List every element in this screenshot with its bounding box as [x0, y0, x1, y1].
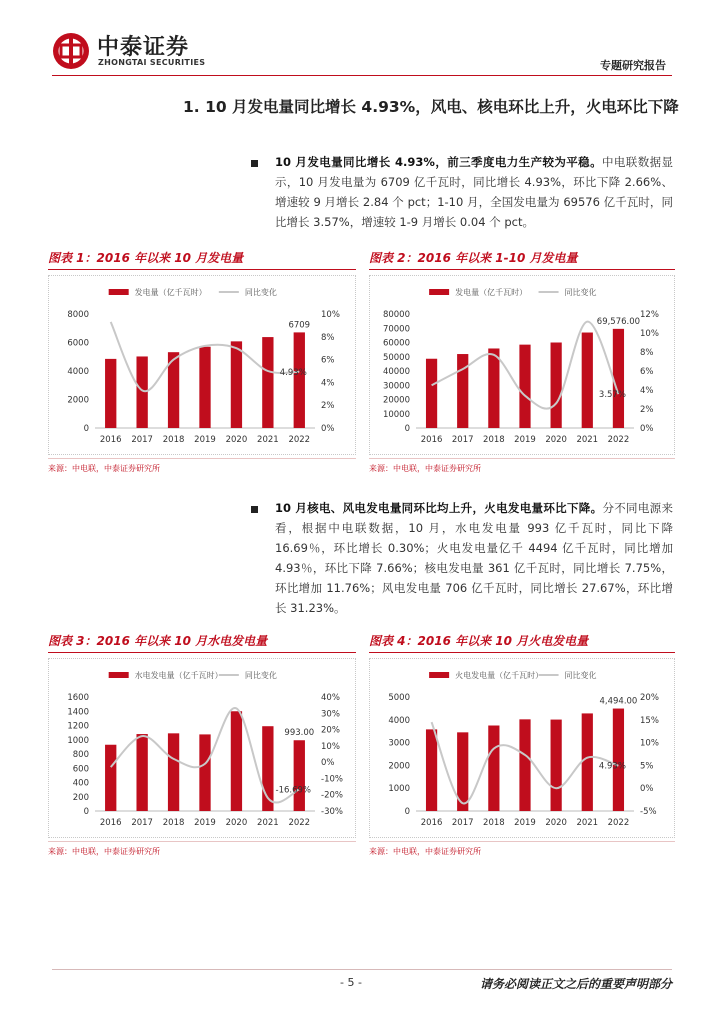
- paragraph-source-breakdown: [275, 498, 673, 618]
- bullet-marker: [251, 506, 258, 513]
- bar: [136, 734, 147, 811]
- legend-line-label: 同比变化: [244, 671, 277, 680]
- bar: [105, 359, 116, 428]
- y-left-tick-label: 800: [72, 750, 89, 760]
- data-label: 3.57%: [598, 390, 626, 401]
- legend-line-label: 同比变化: [244, 288, 277, 297]
- data-label: 993.00: [284, 728, 315, 739]
- x-tick-label: 2017: [451, 818, 474, 828]
- y-left-tick-label: 0: [83, 424, 89, 434]
- y-right-tick-label: 15%: [640, 715, 659, 726]
- figure-3: [48, 630, 356, 857]
- chart-frame: [48, 658, 356, 838]
- y-left-tick-label: 4000: [67, 367, 89, 377]
- chart-svg: [49, 276, 355, 452]
- report-type-label: 专题研究报告: [600, 59, 666, 72]
- chart-svg: [49, 659, 355, 835]
- legend-bar-label: 发电量（亿千瓦时）: [134, 288, 207, 297]
- x-tick-label: 2016: [420, 818, 443, 828]
- y-right-tick-label: 0%: [321, 424, 335, 434]
- bar: [231, 341, 242, 428]
- y-left-tick-label: 0: [404, 424, 410, 434]
- figure-title: 图表 4：2016 年以来 10 月火电发电量: [369, 634, 589, 648]
- legend-bar-swatch: [429, 672, 449, 678]
- x-tick-label: 2022: [288, 435, 311, 445]
- x-tick-label: 2020: [225, 435, 248, 445]
- figure-1: [48, 247, 356, 474]
- y-right-tick-label: 6%: [321, 355, 335, 366]
- y-left-tick-label: 2000: [388, 761, 410, 772]
- figure-title-bar: [369, 247, 675, 270]
- legend-bar-swatch: [109, 672, 129, 678]
- bar: [551, 343, 562, 429]
- bar: [426, 729, 437, 811]
- figure-4: [369, 630, 675, 857]
- x-tick-label: 2017: [131, 818, 153, 828]
- footer-divider: [52, 969, 672, 970]
- y-right-tick-label: 0%: [640, 424, 654, 434]
- y-right-tick-label: 2%: [640, 405, 654, 415]
- y-right-tick-label: 8%: [321, 332, 335, 343]
- chart-legend: [429, 287, 596, 297]
- y-right-tick-label: 10%: [321, 741, 340, 752]
- section-title: 1. 10 月发电量同比增长 4.93%，风电、核电环比上升，火电环比下降: [183, 98, 679, 116]
- chart-svg: [370, 659, 674, 835]
- y-right-tick-label: 4%: [321, 378, 335, 389]
- bullet-marker: [251, 160, 258, 167]
- chart-frame: [48, 275, 356, 455]
- y-left-tick-label: 5000: [388, 693, 410, 703]
- x-tick-label: 2018: [162, 435, 185, 445]
- y-left-tick-label: 200: [72, 792, 89, 803]
- y-right-tick-label: 5%: [640, 761, 654, 772]
- y-right-tick-label: 0%: [321, 758, 335, 769]
- y-left-tick-label: 0: [83, 807, 89, 817]
- data-label: 6709: [288, 320, 311, 331]
- x-tick-label: 2017: [131, 435, 153, 445]
- y-left-tick-label: 1200: [67, 721, 89, 732]
- chart-frame: [369, 658, 675, 838]
- y-left-tick-label: 400: [72, 778, 89, 789]
- legend-bar-swatch: [429, 289, 449, 295]
- y-left-tick-label: 8000: [67, 310, 89, 320]
- bar: [426, 359, 437, 428]
- x-tick-label: 2018: [483, 818, 505, 828]
- y-left-tick-label: 1600: [67, 693, 89, 703]
- bar: [457, 354, 468, 428]
- x-tick-label: 2016: [420, 435, 443, 445]
- legend-line-label: 同比变化: [564, 671, 597, 680]
- y-left-tick-label: 30000: [382, 381, 410, 392]
- x-tick-label: 2019: [194, 435, 216, 445]
- bar: [488, 348, 499, 428]
- chart-svg: [370, 276, 674, 452]
- figure-title: 图表 3：2016 年以来 10 月水电发电量: [48, 634, 268, 648]
- data-label: 4.93%: [279, 367, 307, 378]
- figure-title-bar: [369, 630, 675, 653]
- bar: [262, 337, 273, 428]
- legend-line-label: 同比变化: [564, 288, 597, 297]
- y-left-tick-label: 3000: [388, 738, 410, 749]
- y-left-tick-label: 70000: [382, 324, 410, 335]
- y-right-tick-label: 8%: [640, 348, 654, 358]
- y-right-tick-label: 10%: [321, 310, 340, 320]
- y-left-tick-label: 20000: [382, 395, 410, 406]
- bar: [519, 719, 530, 811]
- x-tick-label: 2021: [576, 435, 599, 445]
- bar: [551, 720, 562, 811]
- chart-legend: [429, 670, 596, 680]
- y-right-tick-label: -5%: [640, 807, 657, 817]
- figure-source: 来源：中电联，中泰证券研究所: [48, 847, 160, 856]
- legend-bar-label: 发电量（亿千瓦时）: [455, 288, 528, 297]
- bar: [582, 713, 593, 811]
- y-right-tick-label: 12%: [640, 310, 659, 320]
- y-left-tick-label: 40000: [382, 367, 410, 377]
- y-right-tick-label: 4%: [640, 386, 654, 396]
- chart-legend: [109, 287, 277, 297]
- paragraph-body: 中电联数据显示，10 月发电量为 6709 亿千瓦时，同比增长 4.93%，环比下降 2.66%、增速较 9 月增长 2.84 个 pct；1-10 月，全国发电量为 69576 亿千瓦时，同比增长 3.57%，增速较 1-9 月增长 0.04 个 pct。: [275, 155, 673, 229]
- y-right-tick-label: 10%: [640, 738, 659, 749]
- bar: [199, 734, 210, 811]
- y-left-tick-label: 80000: [382, 310, 410, 320]
- bar: [168, 733, 179, 811]
- figure-source-divider: [48, 458, 356, 459]
- legend-bar-label: 火电发电量（亿千瓦时）: [455, 671, 544, 680]
- x-tick-label: 2022: [607, 818, 630, 828]
- bar: [294, 740, 305, 811]
- x-tick-label: 2022: [607, 435, 630, 445]
- page-number: - 5 -: [340, 976, 362, 989]
- y-right-tick-label: -20%: [321, 790, 343, 801]
- paragraph-body: 分不同电源来看，根据中电联数据，10 月，水电发电量 993 亿千瓦时，同比下降 16.69％，环比增长 0.30%；火电发电量亿千 4494 亿千瓦时，同比增加 4.93％，环比下降 7.66%；核电发电量 361 亿千瓦时，同比增长 7.75%，环比增加 11.76%；风电发电量 706 亿千瓦时，同比增长 27.67%，环比增长 31.23%。: [275, 501, 673, 615]
- figure-source: 来源：中电联，中泰证券研究所: [369, 847, 481, 856]
- x-tick-label: 2019: [194, 818, 216, 828]
- chart-frame: [369, 275, 675, 455]
- data-label: -16.69%: [275, 785, 312, 796]
- data-label: 4.93%: [598, 761, 626, 772]
- legend-bar-label: 水电发电量（亿千瓦时）: [134, 671, 223, 680]
- figure-2: [369, 247, 675, 474]
- figure-source: 来源：中电联，中泰证券研究所: [369, 464, 481, 473]
- data-label: 4,494.00: [599, 696, 638, 707]
- bar: [519, 345, 530, 428]
- y-left-tick-label: 60000: [382, 338, 410, 349]
- y-left-tick-label: 600: [72, 764, 89, 775]
- y-left-tick-label: 6000: [67, 338, 89, 349]
- data-label: 69,576.00: [596, 316, 641, 327]
- figure-title-bar: [48, 247, 356, 270]
- header-divider: [52, 75, 672, 76]
- figure-title: 图表 2：2016 年以来 1-10 月发电量: [369, 251, 578, 265]
- y-left-tick-label: 0: [404, 807, 410, 817]
- y-right-tick-label: 20%: [321, 725, 340, 736]
- x-tick-label: 2020: [545, 818, 567, 828]
- y-right-tick-label: -10%: [321, 774, 343, 785]
- y-left-tick-label: 10000: [382, 409, 410, 420]
- y-right-tick-label: 10%: [640, 329, 659, 339]
- y-left-tick-label: 1000: [67, 735, 89, 746]
- paragraph-lead: 10 月发电量同比增长 4.93%，前三季度电力生产较为平稳。: [275, 155, 602, 169]
- y-right-tick-label: 30%: [321, 709, 340, 720]
- x-tick-label: 2022: [288, 818, 311, 828]
- zhongtai-logo-icon: [52, 32, 90, 70]
- y-left-tick-label: 50000: [382, 352, 410, 363]
- figure-source: 来源：中电联，中泰证券研究所: [48, 464, 160, 473]
- x-tick-label: 2017: [451, 435, 474, 445]
- figure-source-divider: [369, 841, 675, 842]
- x-tick-label: 2020: [225, 818, 248, 828]
- figure-title: 图表 1：2016 年以来 10 月发电量: [48, 251, 244, 265]
- x-tick-label: 2021: [257, 435, 279, 445]
- legend-bar-swatch: [109, 289, 129, 295]
- x-tick-label: 2016: [99, 435, 122, 445]
- chart-legend: [109, 670, 277, 680]
- y-left-tick-label: 1000: [388, 784, 410, 795]
- y-left-tick-label: 1400: [67, 707, 89, 718]
- bar: [488, 726, 499, 812]
- brand-name-en: ZHONGTAI SECURITIES: [98, 58, 206, 67]
- x-tick-label: 2018: [483, 435, 505, 445]
- footer-disclaimer: 请务必阅读正文之后的重要声明部分: [479, 977, 672, 991]
- bar: [294, 332, 305, 428]
- y-left-tick-label: 2000: [67, 395, 89, 406]
- bar: [136, 356, 147, 428]
- brand-name-cn: 中泰证券: [97, 35, 190, 60]
- y-right-tick-label: 6%: [640, 367, 654, 377]
- y-right-tick-label: 0%: [640, 784, 654, 795]
- x-tick-label: 2020: [545, 435, 567, 445]
- bar: [613, 709, 624, 811]
- bar: [199, 347, 210, 428]
- x-tick-label: 2018: [162, 818, 185, 828]
- y-right-tick-label: 2%: [321, 401, 335, 412]
- bar: [105, 745, 116, 811]
- y-right-tick-label: 40%: [321, 693, 340, 703]
- x-tick-label: 2019: [514, 435, 536, 445]
- x-tick-label: 2016: [99, 818, 122, 828]
- bar: [613, 329, 624, 428]
- paragraph-lead: 10 月核电、风电发电量同环比均上升，火电发电量环比下降。: [275, 501, 603, 515]
- figure-source-divider: [48, 841, 356, 842]
- bar: [231, 711, 242, 811]
- paragraph-generation-summary: [275, 152, 673, 232]
- x-tick-label: 2021: [257, 818, 279, 828]
- x-tick-label: 2021: [576, 818, 599, 828]
- y-right-tick-label: 20%: [640, 693, 659, 703]
- y-left-tick-label: 4000: [388, 715, 410, 726]
- figure-source-divider: [369, 458, 675, 459]
- x-tick-label: 2019: [514, 818, 536, 828]
- figure-title-bar: [48, 630, 356, 653]
- bar: [582, 333, 593, 428]
- y-right-tick-label: -30%: [321, 807, 343, 817]
